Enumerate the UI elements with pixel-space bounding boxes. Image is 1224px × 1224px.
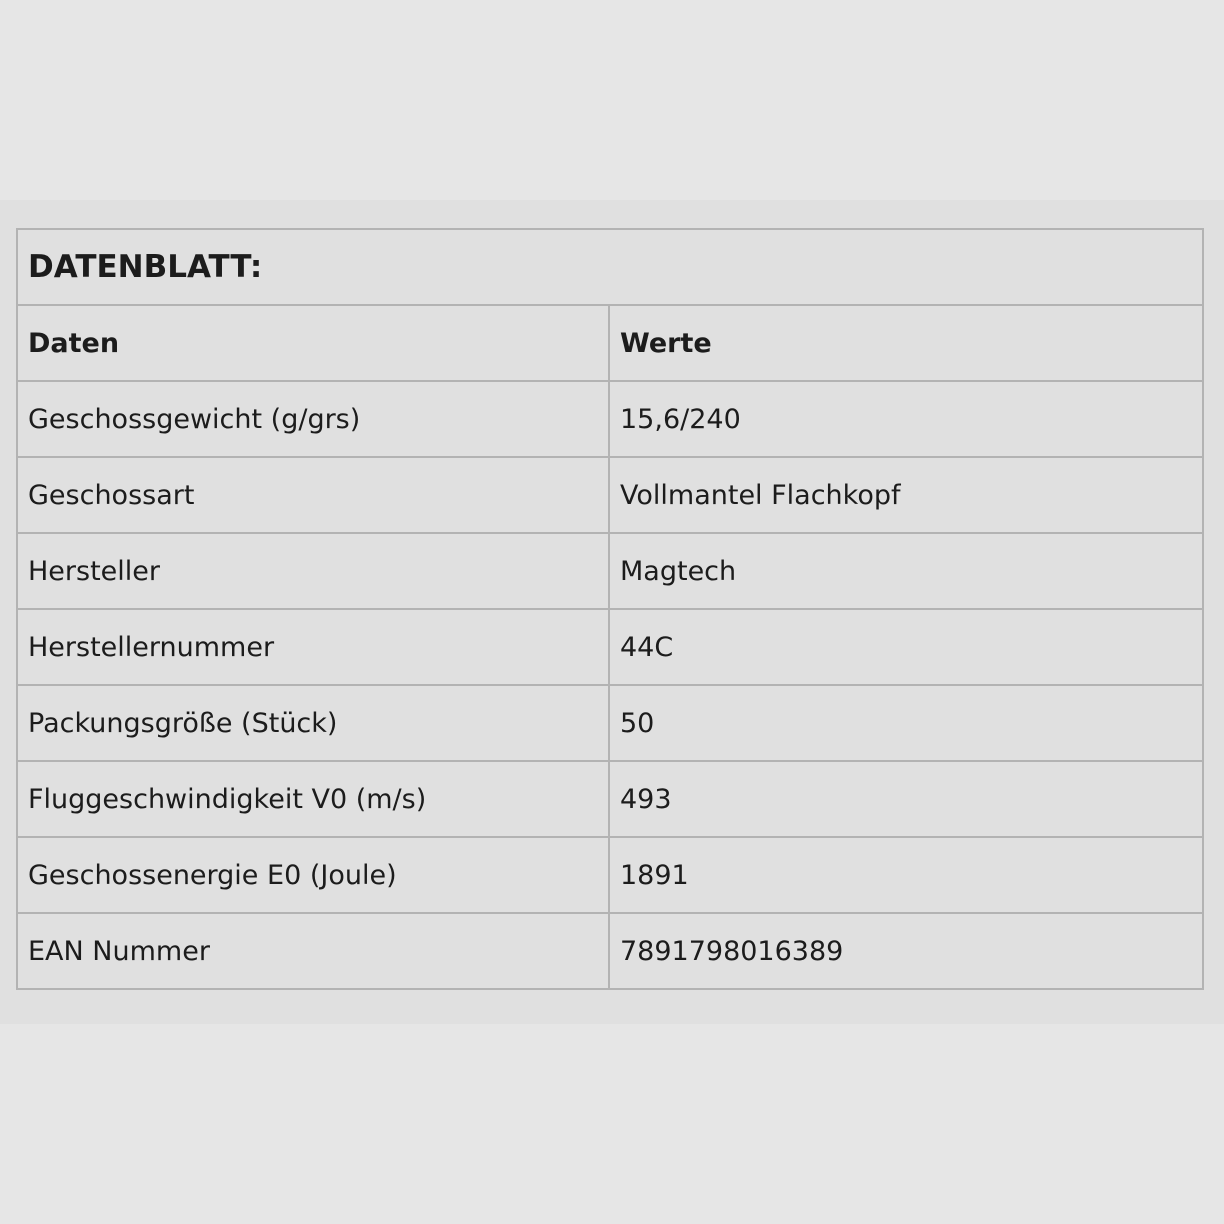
row-value: Vollmantel Flachkopf	[609, 457, 1203, 533]
row-label: Packungsgröße (Stück)	[17, 685, 609, 761]
datasheet-panel	[0, 200, 1224, 1024]
datasheet-table	[16, 228, 1204, 990]
column-header-daten: Daten	[17, 305, 609, 381]
row-value: 44C	[609, 609, 1203, 685]
table-row	[17, 761, 1203, 837]
datasheet-title: DATENBLATT:	[17, 229, 1203, 305]
row-label: Fluggeschwindigkeit V0 (m/s)	[17, 761, 609, 837]
row-label: Geschossart	[17, 457, 609, 533]
table-row	[17, 685, 1203, 761]
row-value: 1891	[609, 837, 1203, 913]
table-row	[17, 457, 1203, 533]
table-row	[17, 533, 1203, 609]
row-value: 493	[609, 761, 1203, 837]
header-row	[17, 305, 1203, 381]
row-label: Geschossenergie E0 (Joule)	[17, 837, 609, 913]
row-value: 50	[609, 685, 1203, 761]
table-row	[17, 381, 1203, 457]
row-label: EAN Nummer	[17, 913, 609, 989]
row-label: Hersteller	[17, 533, 609, 609]
row-value: Magtech	[609, 533, 1203, 609]
row-label: Herstellernummer	[17, 609, 609, 685]
table-row	[17, 913, 1203, 989]
row-label: Geschossgewicht (g/grs)	[17, 381, 609, 457]
table-row	[17, 609, 1203, 685]
title-row	[17, 229, 1203, 305]
column-header-werte: Werte	[609, 305, 1203, 381]
table-row	[17, 837, 1203, 913]
row-value: 7891798016389	[609, 913, 1203, 989]
row-value: 15,6/240	[609, 381, 1203, 457]
